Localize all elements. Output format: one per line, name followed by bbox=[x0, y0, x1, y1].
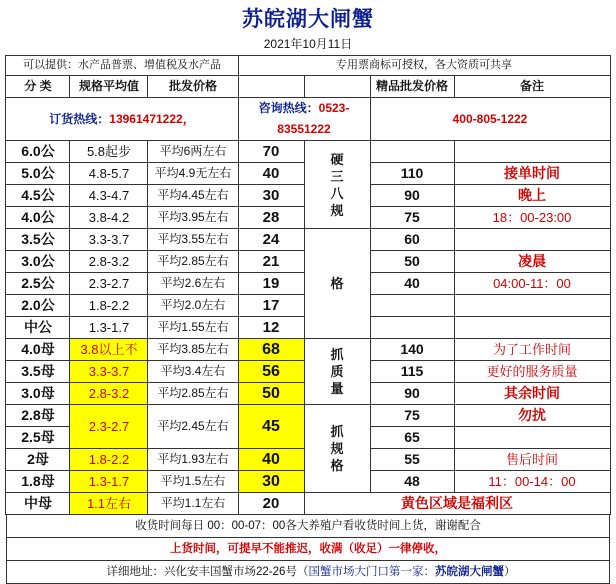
row-note: 11：00-14：00 bbox=[454, 471, 610, 493]
row-category: 中公 bbox=[6, 317, 70, 339]
row-premium: 110 bbox=[370, 163, 454, 185]
row-spec: 1.8-2.2 bbox=[70, 449, 148, 471]
row-average: 平均1.93左右 bbox=[148, 449, 238, 471]
col-blank-1 bbox=[238, 76, 304, 98]
row-average: 平均4.45左右 bbox=[148, 185, 238, 207]
row-premium bbox=[370, 317, 454, 339]
row-premium: 75 bbox=[370, 405, 454, 427]
row-note bbox=[454, 141, 610, 163]
row-average: 平均3.55左右 bbox=[148, 229, 238, 251]
col-spec-average: 规格平均值 bbox=[70, 76, 148, 98]
vertical-char-7: 质 bbox=[330, 364, 344, 379]
row-premium: 75 bbox=[370, 207, 454, 229]
col-remark: 备注 bbox=[454, 76, 610, 98]
row-category: 2.8母 bbox=[6, 405, 70, 427]
row-spec: 2.8-3.2 bbox=[70, 383, 148, 405]
consult-hotline-label: 咨询热线： bbox=[258, 101, 319, 115]
row-price: 21 bbox=[238, 251, 304, 273]
vertical-char-6: 抓 bbox=[330, 347, 344, 362]
footer-line-2: 上货时间，可提早不能推迟，收满（收足）一律停收， bbox=[6, 538, 610, 561]
row-price: 50 bbox=[238, 383, 304, 405]
row-price: 45 bbox=[238, 405, 304, 449]
table-row bbox=[6, 493, 610, 515]
row-price: 20 bbox=[238, 493, 304, 515]
row-price: 12 bbox=[238, 317, 304, 339]
col-premium-price: 精品批发价格 bbox=[370, 76, 454, 98]
hotline-row bbox=[6, 98, 610, 141]
row-premium bbox=[370, 295, 454, 317]
row-average: 平均1.1左右 bbox=[148, 493, 238, 515]
note-left: 可以提供：水产品普票、增值税及水产品 bbox=[6, 56, 238, 76]
vertical-label-grid bbox=[304, 229, 370, 339]
row-price: 28 bbox=[238, 207, 304, 229]
row-premium: 60 bbox=[370, 229, 454, 251]
row-premium: 50 bbox=[370, 251, 454, 273]
welfare-note: 黄色区域是福利区 bbox=[304, 493, 610, 515]
vertical-label-hard bbox=[304, 141, 370, 229]
row-note bbox=[454, 229, 610, 251]
row-spec: 5.8起步 bbox=[70, 141, 148, 163]
address-end: ） bbox=[503, 566, 516, 578]
table-header-row bbox=[6, 76, 610, 98]
footer-address bbox=[6, 561, 610, 584]
row-category: 4.5公 bbox=[6, 185, 70, 207]
row-note: 售后时间 bbox=[454, 449, 610, 471]
row-average: 平均2.45左右 bbox=[148, 405, 238, 449]
row-category: 2.0公 bbox=[6, 295, 70, 317]
vertical-char-3: 八 bbox=[330, 185, 344, 201]
row-note: 为了工作时间 bbox=[454, 339, 610, 361]
row-category: 5.0公 bbox=[6, 163, 70, 185]
address-label: 详细地址： bbox=[106, 566, 165, 578]
col-category: 分 类 bbox=[6, 76, 70, 98]
row-category: 2母 bbox=[6, 449, 70, 471]
row-price: 40 bbox=[238, 163, 304, 185]
row-category: 6.0公 bbox=[6, 141, 70, 163]
address-shop-name: 苏皖湖大闸蟹 bbox=[434, 566, 504, 578]
row-spec: 1.3-1.7 bbox=[70, 317, 148, 339]
row-average: 平均2.0左右 bbox=[148, 295, 238, 317]
row-category: 3.5公 bbox=[6, 229, 70, 251]
address-mid: 国蟹市场大门口第一家： bbox=[308, 566, 435, 578]
vertical-char-4: 规 bbox=[330, 202, 344, 218]
consult-hotline-phone: 0523-83551222 bbox=[277, 101, 350, 136]
row-average: 平均3.85左右 bbox=[148, 339, 238, 361]
row-spec: 1.1左右 bbox=[70, 493, 148, 515]
row-category: 4.0公 bbox=[6, 207, 70, 229]
row-average: 平均1.5左右 bbox=[148, 471, 238, 493]
row-spec: 3.3-3.7 bbox=[70, 229, 148, 251]
row-premium: 140 bbox=[370, 339, 454, 361]
table-row bbox=[6, 405, 610, 427]
row-note bbox=[454, 427, 610, 449]
row-average: 平均6两左右 bbox=[148, 141, 238, 163]
date-line: 2021年10月11日 bbox=[263, 37, 353, 51]
row-category: 3.0公 bbox=[6, 251, 70, 273]
table-row bbox=[6, 229, 610, 251]
order-hotline-label: 订货热线： bbox=[49, 111, 110, 126]
row-spec: 3.3-3.7 bbox=[70, 361, 148, 383]
row-premium: 55 bbox=[370, 449, 454, 471]
row-spec: 3.8以上不 bbox=[70, 339, 148, 361]
row-spec: 4.8-5.7 bbox=[70, 163, 148, 185]
vertical-label-quality bbox=[304, 339, 370, 405]
row-spec: 3.8-4.2 bbox=[70, 207, 148, 229]
row-category: 3.0母 bbox=[6, 383, 70, 405]
row-note bbox=[454, 317, 610, 339]
row-category: 4.0母 bbox=[6, 339, 70, 361]
row-price: 17 bbox=[238, 295, 304, 317]
row-category: 1.8母 bbox=[6, 471, 70, 493]
row-spec: 4.3-4.7 bbox=[70, 185, 148, 207]
row-premium: 65 bbox=[370, 427, 454, 449]
row-price: 24 bbox=[238, 229, 304, 251]
vertical-label-spec bbox=[304, 405, 370, 493]
row-price: 30 bbox=[238, 471, 304, 493]
row-note: 凌晨 bbox=[454, 251, 610, 273]
table-note-row bbox=[6, 56, 610, 76]
row-note bbox=[454, 295, 610, 317]
page-title: 苏皖湖大闸蟹 bbox=[242, 8, 374, 31]
row-average: 平均4.9无左右 bbox=[148, 163, 238, 185]
row-premium: 115 bbox=[370, 361, 454, 383]
row-average: 平均3.95左右 bbox=[148, 207, 238, 229]
row-spec: 2.3-2.7 bbox=[70, 273, 148, 295]
row-premium: 48 bbox=[370, 471, 454, 493]
order-hotline-phone: 13961471222， bbox=[109, 111, 195, 126]
row-price: 40 bbox=[238, 449, 304, 471]
row-note: 勿扰 bbox=[454, 405, 610, 427]
row-price: 70 bbox=[238, 141, 304, 163]
row-average: 平均3.4左右 bbox=[148, 361, 238, 383]
row-spec: 2.3-2.7 bbox=[70, 405, 148, 449]
row-category: 2.5公 bbox=[6, 273, 70, 295]
row-category: 中母 bbox=[6, 493, 70, 515]
row-note: 18：00-23:00 bbox=[454, 207, 610, 229]
row-note: 更好的服务质量 bbox=[454, 361, 610, 383]
vertical-char-10: 规 bbox=[330, 441, 344, 456]
row-price: 19 bbox=[238, 273, 304, 295]
row-average: 平均2.85左右 bbox=[148, 251, 238, 273]
row-spec: 1.8-2.2 bbox=[70, 295, 148, 317]
vertical-char-5: 格 bbox=[330, 276, 344, 291]
address-main: 兴化安丰国蟹市场22-26号（ bbox=[164, 566, 309, 578]
row-average: 平均2.6左右 bbox=[148, 273, 238, 295]
footer-line-1: 收货时间每日 00：00-07：00各大养殖户看收货时间上货，谢谢配合 bbox=[6, 515, 610, 538]
vertical-char-11: 格 bbox=[330, 458, 344, 473]
row-note: 晚上 bbox=[454, 185, 610, 207]
table-row bbox=[6, 141, 610, 163]
row-category: 3.5母 bbox=[6, 361, 70, 383]
row-spec: 2.8-3.2 bbox=[70, 251, 148, 273]
vertical-char-9: 抓 bbox=[330, 424, 344, 439]
row-note: 04:00-11：00 bbox=[454, 273, 610, 295]
table-row bbox=[6, 339, 610, 361]
vertical-char-2: 三 bbox=[330, 168, 344, 184]
row-price: 30 bbox=[238, 185, 304, 207]
row-note: 接单时间 bbox=[454, 163, 610, 185]
order-hotline bbox=[6, 98, 238, 141]
row-premium: 90 bbox=[370, 383, 454, 405]
row-premium: 40 bbox=[370, 273, 454, 295]
footer bbox=[6, 515, 610, 584]
col-wholesale-price: 批发价格 bbox=[148, 76, 238, 98]
row-spec: 1.3-1.7 bbox=[70, 471, 148, 493]
row-price: 56 bbox=[238, 361, 304, 383]
note-right: 专用票商标可授权，各大资质可共享 bbox=[238, 56, 610, 76]
vertical-char-1: 硬 bbox=[330, 151, 344, 167]
consult-hotline bbox=[238, 98, 370, 141]
col-blank-2 bbox=[304, 76, 370, 98]
row-premium bbox=[370, 141, 454, 163]
vertical-char-8: 量 bbox=[330, 381, 344, 396]
row-average: 平均1.55左右 bbox=[148, 317, 238, 339]
row-price: 68 bbox=[238, 339, 304, 361]
row-category: 2.5母 bbox=[6, 427, 70, 449]
row-average: 平均2.85左右 bbox=[148, 383, 238, 405]
service-phone: 400-805-1222 bbox=[370, 98, 610, 141]
row-note: 其余时间 bbox=[454, 383, 610, 405]
row-premium: 90 bbox=[370, 185, 454, 207]
price-table bbox=[5, 55, 610, 515]
